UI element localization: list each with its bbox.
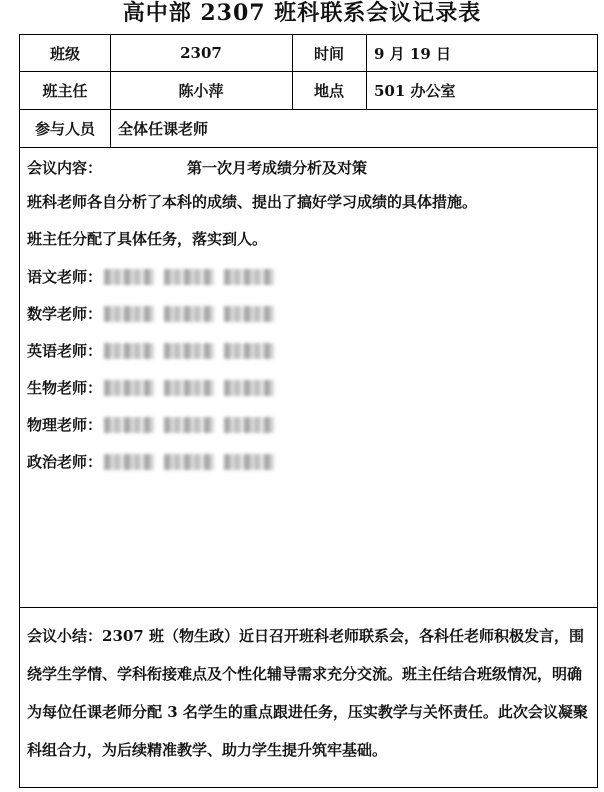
- meeting-summary: 会议小结：2307 班（物生政）近日召开班科老师联系会，各科任老师积极发言，围绕学生学情、学科衔接难点及个性化辅导需求充分交流。班主任结合班级情况，明确为每位任课老师分配 3 名学生的重点跟进任务，压实教学与关怀责任。此次会议凝聚科组合力，为后续精准教学、助力学生提升筑牢基础。: [27, 627, 588, 759]
- content-line: 班主任分配了具体任务，落实到人。: [27, 230, 268, 248]
- place-value: 501 办公室: [374, 81, 456, 100]
- teacher-assignment-row: [27, 443, 590, 480]
- class-label: 班级: [49, 44, 80, 63]
- redacted-names: [104, 306, 274, 322]
- participants-label: 参与人员: [34, 119, 95, 138]
- time-label: 时间: [313, 44, 344, 63]
- redacted-names: [104, 454, 274, 470]
- teacher-assignment-row: [27, 332, 590, 369]
- redacted-names: [104, 417, 274, 433]
- teacher-assignment-row: [27, 406, 590, 443]
- meeting-content: [20, 147, 597, 607]
- class-value: 2307: [180, 44, 222, 62]
- content-heading: [27, 153, 590, 184]
- teacher-label: 英语老师：: [27, 342, 103, 360]
- redacted-names: [104, 380, 274, 396]
- meeting-topic: 第一次月考成绩分析及对策: [187, 159, 368, 177]
- teacher-label: 物理老师：: [27, 416, 103, 434]
- redacted-names: [104, 269, 274, 285]
- teacher-assignment-row: [27, 258, 590, 295]
- redacted-names: [104, 343, 274, 359]
- teacher-assignment-row: [27, 295, 590, 332]
- document-title: 高中部 2307 班科联系会议记录表: [122, 0, 482, 26]
- content-line: 班科老师各自分析了本科的成绩、提出了搞好学习成绩的具体措施。: [27, 193, 478, 211]
- teacher-assignment-row: [27, 369, 590, 406]
- teacher-label: 生物老师：: [27, 379, 103, 397]
- head-teacher-label: 班主任: [42, 81, 88, 100]
- teacher-label: 数学老师：: [27, 305, 103, 323]
- head-teacher-value: 陈小萍: [178, 81, 224, 100]
- teacher-label: 政治老师：: [27, 453, 103, 471]
- meeting-record-table: [19, 34, 598, 788]
- place-label: 地点: [313, 81, 344, 100]
- content-heading-label: 会议内容：: [27, 159, 103, 177]
- time-value: 9 月 19 日: [374, 44, 451, 63]
- teacher-label: 语文老师：: [27, 268, 103, 286]
- participants-value: 全体任课老师: [118, 119, 209, 138]
